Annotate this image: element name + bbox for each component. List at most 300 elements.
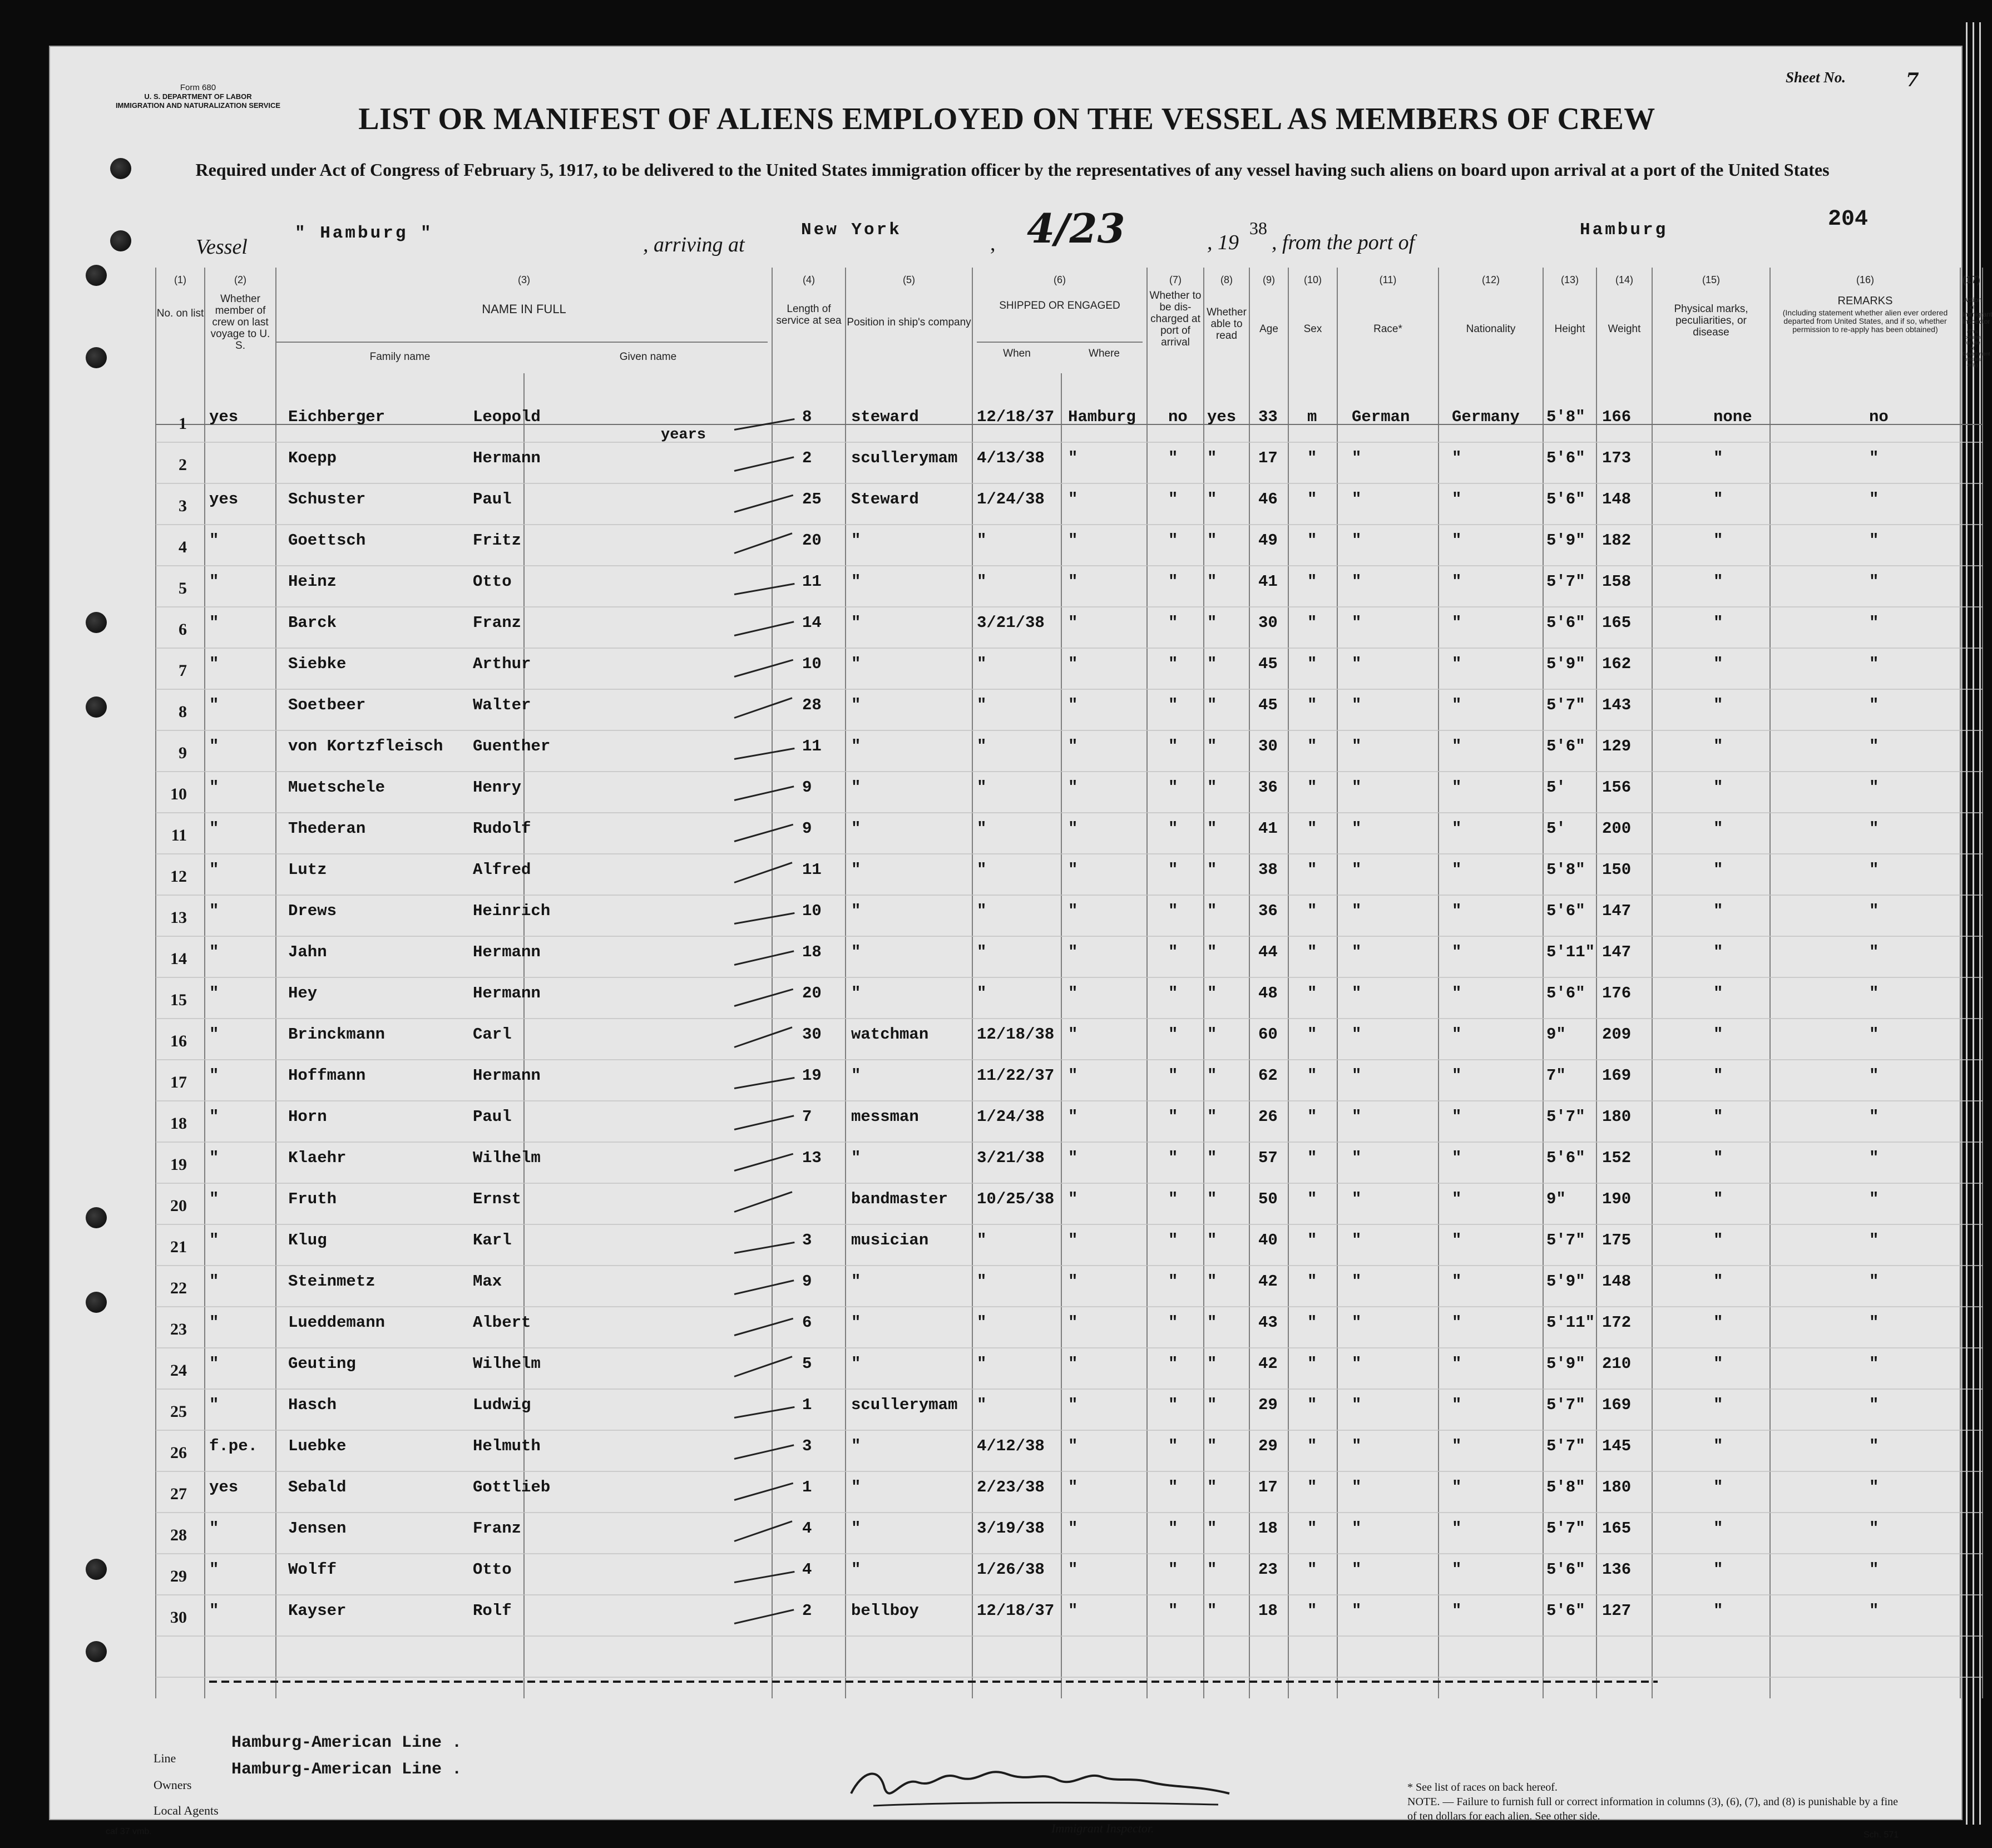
cell-given: Franz xyxy=(473,1519,522,1538)
cell-position: watchman xyxy=(851,1025,929,1044)
cell-age: 50 xyxy=(1258,1190,1278,1208)
cell-age: 62 xyxy=(1258,1066,1278,1085)
cell-service: 19 xyxy=(802,1066,822,1085)
arrival-date: 4/23 xyxy=(1027,205,1125,252)
cell-physical: " xyxy=(1713,531,1723,550)
cell-where: " xyxy=(1068,984,1078,1002)
cell-physical: " xyxy=(1713,1396,1723,1414)
cell-nationality: " xyxy=(1452,1602,1462,1620)
cell-nationality: " xyxy=(1452,572,1462,591)
cell-physical: none xyxy=(1713,408,1752,426)
cell-nationality: " xyxy=(1452,778,1462,797)
cell-nationality: " xyxy=(1452,490,1462,508)
cell-physical: " xyxy=(1713,1519,1723,1538)
cell-discharged: " xyxy=(1168,531,1178,550)
cell-height: 5'7" xyxy=(1546,1231,1585,1249)
cell-member: " xyxy=(209,1149,219,1167)
cell-given: Karl xyxy=(473,1231,512,1249)
cell-age: 46 xyxy=(1258,490,1278,508)
cell-weight: 173 xyxy=(1602,449,1632,467)
row-number: 5 xyxy=(179,579,187,597)
cell-service: 18 xyxy=(802,943,822,961)
races-note: * See list of races on back hereof. xyxy=(1407,1781,1558,1793)
cell-age: 26 xyxy=(1258,1108,1278,1126)
row-number: 22 xyxy=(170,1279,187,1297)
cell-position: " xyxy=(851,737,861,755)
cell-physical: " xyxy=(1713,572,1723,591)
row-number: 2 xyxy=(179,456,187,474)
binder-hole xyxy=(86,612,107,633)
cell-when: " xyxy=(977,1272,987,1291)
cell-sex: " xyxy=(1307,1478,1317,1496)
binder-hole xyxy=(86,1641,107,1662)
cell-height: 5'6" xyxy=(1546,902,1585,920)
cell-given: Henry xyxy=(473,778,522,797)
cell-where: " xyxy=(1068,696,1078,714)
cell-age: 49 xyxy=(1258,531,1278,550)
row-number: 11 xyxy=(171,826,187,844)
cell-position: " xyxy=(851,1149,861,1167)
cell-service: 6 xyxy=(802,1313,812,1332)
cell-height: 5'6" xyxy=(1546,1560,1585,1579)
cell-member: yes xyxy=(209,1478,239,1496)
cell-given: Wilhelm xyxy=(473,1355,541,1373)
col-num: (3) xyxy=(518,274,530,285)
cell-service: 9 xyxy=(802,1272,812,1291)
cell-member: " xyxy=(209,1272,219,1291)
cell-age: 41 xyxy=(1258,819,1278,838)
cell-read: " xyxy=(1207,1396,1217,1414)
cell-read: " xyxy=(1207,449,1217,467)
cell-race: German xyxy=(1352,408,1410,426)
cell-age: 41 xyxy=(1258,572,1278,591)
cell-remarks: " xyxy=(1869,1602,1879,1620)
cell-position: " xyxy=(851,696,861,714)
cell-nationality: " xyxy=(1452,1272,1462,1291)
cell-member: " xyxy=(209,1355,219,1373)
cell-race: " xyxy=(1352,1231,1362,1249)
cell-given: Wilhelm xyxy=(473,1149,541,1167)
cell-when: 3/21/38 xyxy=(977,614,1045,632)
cell-race: " xyxy=(1352,1355,1362,1373)
cell-where: " xyxy=(1068,1272,1078,1291)
cell-race: " xyxy=(1352,902,1362,920)
vessel-name: " Hamburg " xyxy=(295,224,433,243)
service-name: IMMIGRATION AND NATURALIZATION SERVICE xyxy=(115,101,281,110)
row-number: 17 xyxy=(170,1073,187,1091)
cell-member: " xyxy=(209,1313,219,1332)
cell-where: " xyxy=(1068,1560,1078,1579)
cell-when: 1/24/38 xyxy=(977,490,1045,508)
cell-weight: 172 xyxy=(1602,1313,1632,1332)
cell-remarks: " xyxy=(1869,1025,1879,1044)
row-number: 30 xyxy=(170,1608,187,1627)
cell-member: " xyxy=(209,1025,219,1044)
cell-member: " xyxy=(209,902,219,920)
cell-read: " xyxy=(1207,1108,1217,1126)
cell-height: 5'11" xyxy=(1546,1313,1595,1332)
header-nationality: Nationality xyxy=(1466,323,1516,335)
cell-height: 5'7" xyxy=(1546,1519,1585,1538)
cell-sex: " xyxy=(1307,984,1317,1002)
cell-when: " xyxy=(977,696,987,714)
binder-hole xyxy=(86,1559,107,1580)
cell-member: " xyxy=(209,1602,219,1620)
page-title: LIST OR MANIFEST OF ALIENS EMPLOYED ON THE VESSEL AS MEMBERS OF CREW xyxy=(358,102,1655,136)
cell-sex: " xyxy=(1307,1108,1317,1126)
cell-given: Max xyxy=(473,1272,502,1291)
cell-sex: " xyxy=(1307,449,1317,467)
cell-read: " xyxy=(1207,1025,1217,1044)
cell-age: 45 xyxy=(1258,655,1278,673)
cell-race: " xyxy=(1352,1396,1362,1414)
years-label: years xyxy=(661,427,706,443)
cell-height: 5'6" xyxy=(1546,1602,1585,1620)
cell-sex: " xyxy=(1307,655,1317,673)
row-number: 28 xyxy=(170,1526,187,1544)
cell-service: 11 xyxy=(802,737,822,755)
cell-member: " xyxy=(209,1560,219,1579)
cell-read: " xyxy=(1207,861,1217,879)
row-number: 26 xyxy=(170,1444,187,1462)
cell-when: " xyxy=(977,943,987,961)
cell-when: 12/18/38 xyxy=(977,1025,1055,1044)
cell-position: " xyxy=(851,572,861,591)
cell-race: " xyxy=(1352,861,1362,879)
cell-weight: 147 xyxy=(1602,943,1632,961)
cell-when: " xyxy=(977,572,987,591)
cell-weight: 147 xyxy=(1602,902,1632,920)
cell-where: " xyxy=(1068,778,1078,797)
cell-member: " xyxy=(209,943,219,961)
cell-discharged: " xyxy=(1168,449,1178,467)
header-weight: Weight xyxy=(1608,323,1641,335)
header-race: Race* xyxy=(1373,323,1402,335)
cell-position: " xyxy=(851,943,861,961)
cell-age: 17 xyxy=(1258,449,1278,467)
cell-where: " xyxy=(1068,1066,1078,1085)
cell-remarks: " xyxy=(1869,1066,1879,1085)
cell-sex: " xyxy=(1307,778,1317,797)
cell-when: " xyxy=(977,1313,987,1332)
cell-age: 44 xyxy=(1258,943,1278,961)
cell-read: " xyxy=(1207,1149,1217,1167)
cell-remarks: " xyxy=(1869,1355,1879,1373)
cell-family: Lutz xyxy=(288,861,327,879)
cell-read: " xyxy=(1207,1272,1217,1291)
cell-service: 1 xyxy=(802,1396,812,1414)
cell-read: " xyxy=(1207,1313,1217,1332)
cell-age: 36 xyxy=(1258,902,1278,920)
cell-physical: " xyxy=(1713,1560,1723,1579)
cell-given: Rolf xyxy=(473,1602,512,1620)
cell-age: 23 xyxy=(1258,1560,1278,1579)
cell-family: Drews xyxy=(288,902,337,920)
col-num: (5) xyxy=(903,274,915,285)
cell-given: Heinrich xyxy=(473,902,551,920)
cell-nationality: " xyxy=(1452,1437,1462,1455)
cell-when: " xyxy=(977,819,987,838)
cell-sex: " xyxy=(1307,1313,1317,1332)
row-number: 29 xyxy=(170,1567,187,1585)
header-physical-marks: Physical marks, peculiarities, or disease xyxy=(1674,303,1748,338)
cell-position: musician xyxy=(851,1231,929,1249)
cell-read: " xyxy=(1207,1066,1217,1085)
cell-height: 5'8" xyxy=(1546,861,1585,879)
cell-physical: " xyxy=(1713,1478,1723,1496)
cell-height: 5'9" xyxy=(1546,1272,1585,1291)
cell-remarks: " xyxy=(1869,1231,1879,1249)
cell-position: " xyxy=(851,1066,861,1085)
cell-where: " xyxy=(1068,449,1078,467)
cell-family: Hoffmann xyxy=(288,1066,366,1085)
cell-race: " xyxy=(1352,819,1362,838)
cell-given: Carl xyxy=(473,1025,512,1044)
cell-height: 5'7" xyxy=(1546,696,1585,714)
row-number: 23 xyxy=(170,1320,187,1338)
col-num: (10) xyxy=(1303,274,1322,285)
cell-physical: " xyxy=(1713,861,1723,879)
cell-race: " xyxy=(1352,737,1362,755)
header-able-read: Whether able to read xyxy=(1207,307,1247,342)
cell-given: Leopold xyxy=(473,408,541,426)
col-num: (1) xyxy=(174,274,186,285)
cell-read: " xyxy=(1207,902,1217,920)
cell-family: Kayser xyxy=(288,1602,347,1620)
manifest-sheet: Form 680 U. S. DEPARTMENT OF LABOR IMMIGRATION AND NATURALIZATION SERVICE Sheet No. 7 204 LIST OR MANIFEST OF ALIENS EMPLOYED ON THE VESSEL AS MEMBERS OF CREW Required under Act of Congress of February 5, 1917, to be delivered to the United States immigration officer by the representatives of any vessel having such aliens on board upon arrival at a port of the United States Vessel " Hamburg " , arriving at New York , 4/23 , 19 38 , from the port of Hamburg (1) (2) (3) (4) (5) (6) (7) (8) (9) (10) (11) (12) (13) (14) (15) (16) (17) No. on list Whether member of crew on last voyage to U. S. NAME IN FULL Family name Given name Length of service at sea Position in ship's company SHIPPED OR ENGAGED When Where Whether to be dis-charged at port of arrival Whether able to read Age Sex Race* Nationality Height Weight Physical marks, peculiarities, or disease REMARKS (Including statement whether alien ever ordered departed from United States, and if so, whether permission to re-apply has been obtained) Action of Immigrant Inspector (This column for use of Government officials only) years 1 yes Eichberger Leopold 8 steward 12/18/37 Hamburg no yes 33 m German Germany 5'8" 166 none no 2 Koepp Hermann 2 scullerymam 4/13/38 " " " 17 " " " 5'6" 173 " " 3 yes Schuster Paul 25 Steward 1/24/38 " " " 46 " " " 5'6" 148 " " 4 " Goettsch Fritz 20 " " " " " 49 " " " 5'9" 182 " " 5 " Heinz Otto 11 " " " " " 41 " " " 5'7" 158 " " 6 " Barck Franz 14 " 3/21/38 " " " 30 " " " 5'6" 165 " " 7 " Siebke Arthur 10 " " " " " 45 " " " 5'9" 162 " " 8 " Soetbeer Walter 28 " " " " " 45 " " " 5'7" 143 " " 9 " von Kortzfleisch Guenther 11 " " " " " 30 " " " 5'6" 129 " " 10 " Muetschele Henry 9 " " " " " 36 " " " 5' 156 " " 11 " Thederan Rudolf 9 " " " " " 41 " " " 5' 200 " " 12 " Lutz Alfred 11 " " " " " 38 " " " 5'8" 150 " " 13 " Drews Heinrich 10 " " " " " 36 " " " 5'6" 147 " " 14 " Jahn Hermann 18 " " " " " 44 " " " 5'11" 147 " " 15 " Hey Hermann 20 " " " " " 48 " " " 5'6" 176 " " 16 " Brinckmann Carl 30 watchman 12/18/38 " " " 60 " " " 9" 209 " " 17 " Hoffmann Hermann 19 " 11/22/37 " " " 62 " " " 7" 169 " " 18 " Horn Paul 7 messman 1/24/38 " " " 26 " " " 5'7" 180 " " 19 " Klaehr Wilhelm 13 " 3/21/38 " " " 57 " " " 5'6" 152 " " 20 " Fruth Ernst bandmaster 10/25/38 " " " 50 " " " 9" 190 " " 21 " Klug Karl 3 musician " " " " 40 " " " 5'7" 175 " " 22 " Steinmetz Max 9 " " " " " 42 " " " 5'9" 148 " " 23 " Lueddemann Albert 6 " " " " " 43 " " " 5'11" 172 " " 24 " Geuting Wilhelm 5 " " " " " 42 " " " 5'9" 210 " " 25 " Hasch Ludwig 1 scullerymam " " " " 29 " " " 5'7" 169 " " 26 f.pe. Luebke Helmuth 3 " 4/12/38 " " " 29 " " " 5'7" 145 " " 27 yes Sebald Gottlieb 1 " 2/23/38 " " " 17 " " " 5'8" 180 " " 28 " Jensen Franz 4 " 3/19/38 " " " 18 " " " 5'7" 165 " " 29 " Wolff Otto 4 " 1/26/38 " " " 23 " " " 5'6" 136 " " 30 " Kayser Rolf 2 bellboy 12/18/37 " " " 18 " " " 5'6" 127 " " Line Hamburg-American Line . Owners Hamburg-American Line . Local Agents Immigrant Inspector. * See list of races on back hereof. NOTE. — Failure to furnish full or correct information in columns (3), (6), (7), and (8) is punishable by a fine of ten dollars for each alien. See other side. caf 37 vmb. Sch. 571 xyxy=(49,46,1963,1820)
cell-given: Walter xyxy=(473,696,531,714)
cell-race: " xyxy=(1352,1066,1362,1085)
cell-service: 28 xyxy=(802,696,822,714)
arriving-label: , arriving at xyxy=(643,233,745,256)
cell-weight: 148 xyxy=(1602,490,1632,508)
cell-member: " xyxy=(209,1190,219,1208)
cell-sex: " xyxy=(1307,1519,1317,1538)
inspector-label: Immigrant Inspector. xyxy=(1051,1821,1154,1835)
cell-weight: 182 xyxy=(1602,531,1632,550)
cell-when: 3/21/38 xyxy=(977,1149,1045,1167)
cell-service: 11 xyxy=(802,572,822,591)
cell-remarks: " xyxy=(1869,1272,1879,1291)
cell-discharged: no xyxy=(1168,408,1188,426)
cell-age: 38 xyxy=(1258,861,1278,879)
cell-position: scullerymam xyxy=(851,449,958,467)
cell-position: " xyxy=(851,819,861,838)
cell-service: 9 xyxy=(802,819,812,838)
row-number: 16 xyxy=(170,1032,187,1050)
cell-sex: " xyxy=(1307,1149,1317,1167)
cell-position: " xyxy=(851,902,861,920)
col-num: (15) xyxy=(1702,274,1720,285)
owners-label: Owners xyxy=(154,1778,192,1792)
cell-family: von Kortzfleisch xyxy=(288,737,443,755)
cell-read: " xyxy=(1207,1355,1217,1373)
cell-height: 5' xyxy=(1546,819,1566,838)
cell-member: " xyxy=(209,655,219,673)
cell-weight: 150 xyxy=(1602,861,1632,879)
cell-when: 4/13/38 xyxy=(977,449,1045,467)
cell-race: " xyxy=(1352,490,1362,508)
cell-height: 7" xyxy=(1546,1066,1566,1085)
cell-when: " xyxy=(977,1355,987,1373)
stamp-number: 204 xyxy=(1828,207,1869,232)
row-number: 24 xyxy=(170,1361,187,1380)
cell-given: Hermann xyxy=(473,449,541,467)
cell-given: Helmuth xyxy=(473,1437,541,1455)
cell-position: " xyxy=(851,614,861,632)
row-number: 4 xyxy=(179,538,187,556)
cell-sex: " xyxy=(1307,737,1317,755)
cell-discharged: " xyxy=(1168,696,1178,714)
cell-discharged: " xyxy=(1168,778,1178,797)
cell-remarks: " xyxy=(1869,696,1879,714)
row-number: 14 xyxy=(170,950,187,968)
header-length-service: Length of service at sea xyxy=(776,303,842,327)
cell-member: " xyxy=(209,778,219,797)
cell-discharged: " xyxy=(1168,1066,1178,1085)
cell-nationality: " xyxy=(1452,1560,1462,1579)
cell-remarks: " xyxy=(1869,572,1879,591)
cell-when: " xyxy=(977,902,987,920)
sheet-number-label: Sheet No. xyxy=(1786,69,1846,86)
cell-when: " xyxy=(977,1231,987,1249)
cell-physical: " xyxy=(1713,490,1723,508)
cell-race: " xyxy=(1352,984,1362,1002)
cell-nationality: " xyxy=(1452,1231,1462,1249)
cell-member: " xyxy=(209,696,219,714)
crew-table xyxy=(156,268,1992,1698)
cell-read: " xyxy=(1207,1560,1217,1579)
row-number: 12 xyxy=(170,867,187,886)
fine-note xyxy=(1407,1795,1908,1824)
col-num: (13) xyxy=(1560,274,1579,285)
cell-nationality: " xyxy=(1452,1519,1462,1538)
header-family-name: Family name xyxy=(369,351,431,363)
cell-physical: " xyxy=(1713,1025,1723,1044)
cell-family: Jensen xyxy=(288,1519,347,1538)
header-member-last-voyage: Whether member of crew on last voyage to U. S. xyxy=(210,293,270,352)
cell-physical: " xyxy=(1713,655,1723,673)
cell-read: " xyxy=(1207,696,1217,714)
arriving-port: New York xyxy=(801,220,902,240)
cell-read: " xyxy=(1207,531,1217,550)
cell-member: " xyxy=(209,861,219,879)
cell-race: " xyxy=(1352,572,1362,591)
cell-service: 14 xyxy=(802,614,822,632)
cell-age: 30 xyxy=(1258,737,1278,755)
row-number: 13 xyxy=(170,908,187,927)
col-num: (11) xyxy=(1379,274,1397,285)
cell-family: Fruth xyxy=(288,1190,337,1208)
footer xyxy=(50,1704,1964,1840)
cell-physical: " xyxy=(1713,1437,1723,1455)
cell-family: Jahn xyxy=(288,943,327,961)
cell-height: 5' xyxy=(1546,778,1566,797)
cell-family: Klaehr xyxy=(288,1149,347,1167)
cell-age: 18 xyxy=(1258,1519,1278,1538)
cell-weight: 127 xyxy=(1602,1602,1632,1620)
cell-family: Sebald xyxy=(288,1478,347,1496)
cell-remarks: " xyxy=(1869,1313,1879,1332)
cell-member: yes xyxy=(209,408,239,426)
header-remarks-note: (Including statement whether alien ever ordered departed from United States, and if so, whether permission to re-apply has been obtained) xyxy=(1782,308,1948,334)
cell-member: " xyxy=(209,572,219,591)
cell-member: " xyxy=(209,737,219,755)
cell-read: " xyxy=(1207,778,1217,797)
line-value: Hamburg-American Line . xyxy=(231,1733,462,1752)
cell-family: Siebke xyxy=(288,655,347,673)
cell-remarks: " xyxy=(1869,531,1879,550)
cell-nationality: " xyxy=(1452,861,1462,879)
cell-position: " xyxy=(851,1519,861,1538)
cell-age: 17 xyxy=(1258,1478,1278,1496)
cell-discharged: " xyxy=(1168,490,1178,508)
cell-race: " xyxy=(1352,1272,1362,1291)
print-code: caf 37 vmb. xyxy=(106,1827,152,1836)
cell-weight: 169 xyxy=(1602,1396,1632,1414)
form-number: Form 680 xyxy=(180,83,216,92)
col-num: (17) xyxy=(1962,274,1980,285)
col-num: (4) xyxy=(803,274,815,285)
note-text: — Failure to furnish full or correct information in columns (3), (6), (7), and (8) is punishable by a fine of ten dollars for each alien. See other side. xyxy=(1407,1796,1899,1822)
cell-service: 3 xyxy=(802,1231,812,1249)
cell-when: " xyxy=(977,531,987,550)
cell-discharged: " xyxy=(1168,1560,1178,1579)
cell-when: 3/19/38 xyxy=(977,1519,1045,1538)
cell-physical: " xyxy=(1713,614,1723,632)
cell-service: 1 xyxy=(802,1478,812,1496)
cell-family: Muetschele xyxy=(288,778,385,797)
cell-remarks: " xyxy=(1869,1396,1879,1414)
cell-discharged: " xyxy=(1168,737,1178,755)
cell-race: " xyxy=(1352,531,1362,550)
row-number: 1 xyxy=(179,414,187,433)
row-number: 20 xyxy=(170,1197,187,1215)
cell-where: " xyxy=(1068,1519,1078,1538)
cell-given: Paul xyxy=(473,1108,512,1126)
cell-when: " xyxy=(977,655,987,673)
cell-weight: 166 xyxy=(1602,408,1632,426)
header-when: When xyxy=(1003,348,1031,359)
cell-race: " xyxy=(1352,1602,1362,1620)
cell-race: " xyxy=(1352,1560,1362,1579)
cell-age: 18 xyxy=(1258,1602,1278,1620)
cell-nationality: " xyxy=(1452,1149,1462,1167)
cell-remarks: " xyxy=(1869,1478,1879,1496)
cell-family: Hasch xyxy=(288,1396,337,1414)
cell-service: 10 xyxy=(802,655,822,673)
cell-remarks: no xyxy=(1869,408,1889,426)
cell-where: " xyxy=(1068,1396,1078,1414)
cell-physical: " xyxy=(1713,1231,1723,1249)
row-number: 7 xyxy=(179,661,187,680)
cell-service: 30 xyxy=(802,1025,822,1044)
cell-age: 29 xyxy=(1258,1396,1278,1414)
cell-where: " xyxy=(1068,1313,1078,1332)
cell-physical: " xyxy=(1713,1190,1723,1208)
cell-remarks: " xyxy=(1869,737,1879,755)
cell-given: Franz xyxy=(473,614,522,632)
cell-height: 5'6" xyxy=(1546,984,1585,1002)
cell-position: bandmaster xyxy=(851,1190,948,1208)
binder-hole xyxy=(86,265,107,286)
cell-service: 2 xyxy=(802,1602,812,1620)
from-port: Hamburg xyxy=(1580,220,1668,240)
department-name: U. S. DEPARTMENT OF LABOR xyxy=(144,92,252,101)
cell-height: 5'8" xyxy=(1546,408,1585,426)
cell-family: Soetbeer xyxy=(288,696,366,714)
cell-given: Otto xyxy=(473,1560,512,1579)
